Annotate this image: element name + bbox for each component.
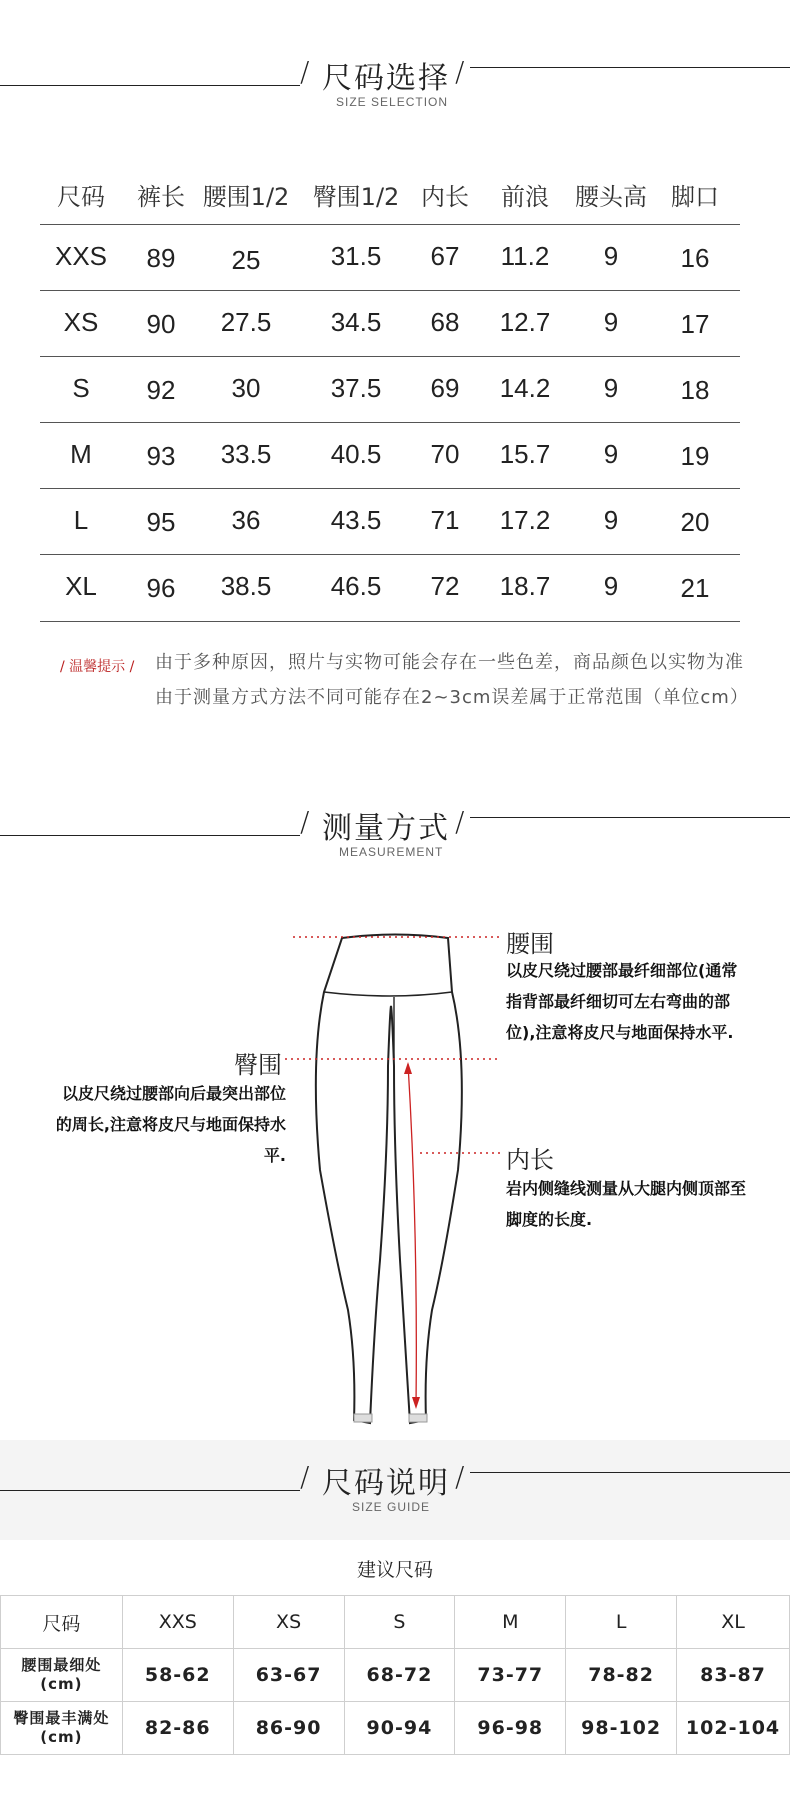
table-cell: L	[73, 505, 89, 535]
header-cell: 腰围1/2	[202, 183, 290, 211]
table-cell: 71	[430, 505, 460, 535]
waist-description: 以皮尺绕过腰部最纤细部位(通常指背部最纤细切可左右弯曲的部位),注意将皮尺与地面保持水平.	[506, 961, 738, 1042]
guide-header-row	[1, 1596, 790, 1649]
header-cell: XL	[677, 1596, 790, 1649]
table-cell: 90	[146, 309, 176, 339]
table-cell: 96-98	[455, 1702, 566, 1755]
table-cell: 9	[603, 241, 619, 271]
table-cell: 18	[680, 375, 710, 405]
table-cell: 72	[430, 571, 460, 601]
table-cell: XL	[65, 571, 97, 601]
table-cell: 67	[430, 241, 460, 271]
row-label: 腰围最细处(cm)	[1, 1649, 123, 1702]
table-cell: 95	[146, 507, 176, 537]
table-cell: 17	[680, 309, 710, 339]
table-cell: 33.5	[220, 439, 272, 469]
table-cell: 38.5	[220, 571, 272, 601]
table-cell: 9	[603, 571, 619, 601]
header-cell: S	[344, 1596, 455, 1649]
divider	[0, 835, 300, 836]
section-title: 尺码选择	[322, 61, 450, 96]
section-subtitle: SIZE SELECTION	[336, 95, 449, 109]
table-cell: 31.5	[330, 241, 382, 271]
divider	[470, 67, 790, 68]
table-cell: M	[70, 439, 92, 469]
slash-decoration: /	[300, 1460, 310, 1493]
slash-decoration: /	[300, 55, 310, 88]
divider	[0, 1490, 300, 1491]
table-cell: 18.7	[499, 571, 551, 601]
divider	[470, 817, 790, 818]
header-cell: XS	[233, 1596, 344, 1649]
table-cell: 40.5	[330, 439, 382, 469]
section-title: 测量方式	[322, 811, 450, 846]
table-cell: 9	[603, 373, 619, 403]
section-header-size-selection	[0, 55, 790, 125]
table-cell: 9	[603, 307, 619, 337]
table-cell: 34.5	[330, 307, 382, 337]
guide-caption: 建议尺码	[356, 1559, 433, 1581]
left-cuff	[354, 1414, 372, 1422]
table-cell: 17.2	[499, 505, 551, 535]
table-cell: 96	[146, 573, 176, 603]
table-cell: 19	[680, 441, 710, 471]
table-cell: 9	[603, 439, 619, 469]
section-header-measurement	[0, 805, 790, 875]
table-row	[40, 224, 740, 291]
table-cell: 14.2	[499, 373, 551, 403]
section-title: 尺码说明	[322, 1466, 450, 1501]
guide-row-hip	[1, 1702, 790, 1755]
size-table-header	[40, 165, 740, 225]
divider	[0, 85, 300, 86]
table-row	[40, 290, 740, 357]
table-cell: S	[72, 373, 90, 403]
table-cell: 102-104	[677, 1702, 790, 1755]
table-cell: 69	[430, 373, 460, 403]
table-cell: XXS	[54, 241, 108, 271]
table-cell: 11.2	[500, 241, 550, 271]
table-cell: 86-90	[233, 1702, 344, 1755]
tip-text: 由于多种原因，照片与实物可能会存在一些色差，商品颜色以实物为准由于测量方式方法不同可能存在2~3cm误差属于正常范围（单位cm）	[155, 652, 749, 708]
table-cell: 92	[146, 375, 176, 405]
table-cell: 58-62	[122, 1649, 233, 1702]
header-cell: 脚口	[671, 183, 719, 211]
inseam-title: 内长	[506, 1146, 554, 1174]
table-cell: 68	[430, 307, 460, 337]
table-cell: 63-67	[233, 1649, 344, 1702]
hip-title: 臀围	[234, 1051, 282, 1079]
table-cell: 46.5	[330, 571, 382, 601]
table-cell: 20	[680, 507, 710, 537]
section-subtitle: SIZE GUIDE	[352, 1500, 431, 1514]
guide-row-waist	[1, 1649, 790, 1702]
header-cell: 内长	[421, 183, 469, 211]
table-cell: 37.5	[330, 373, 382, 403]
table-cell: 30	[231, 373, 261, 403]
table-cell: 12.7	[499, 307, 551, 337]
section-subtitle: MEASUREMENT	[339, 845, 444, 859]
table-cell: 21	[680, 573, 710, 603]
slash-decoration: /	[455, 805, 465, 838]
right-cuff	[409, 1414, 427, 1422]
header-cell: M	[455, 1596, 566, 1649]
header-cell: 腰头高	[575, 183, 647, 211]
table-cell: 78-82	[566, 1649, 677, 1702]
header-cell: 裤长	[137, 183, 185, 211]
row-label: 臀围最丰满处(cm)	[1, 1702, 123, 1755]
table-cell: 93	[146, 441, 176, 471]
table-cell: 73-77	[455, 1649, 566, 1702]
table-cell: 82-86	[122, 1702, 233, 1755]
inseam-description: 岩内侧缝线测量从大腿内侧顶部至脚度的长度.	[506, 1179, 747, 1229]
table-cell: 98-102	[566, 1702, 677, 1755]
waist-title: 腰围	[506, 930, 554, 958]
header-cell: XXS	[122, 1596, 233, 1649]
section-header-size-guide	[0, 1460, 790, 1530]
table-row	[40, 422, 740, 489]
size-guide-table	[0, 1595, 790, 1755]
table-row	[40, 554, 740, 622]
table-cell: 83-87	[677, 1649, 790, 1702]
table-cell: XS	[63, 307, 99, 337]
table-cell: 68-72	[344, 1649, 455, 1702]
table-cell: 16	[680, 243, 710, 273]
header-cell: 尺码	[1, 1596, 123, 1649]
table-cell: 70	[430, 439, 460, 469]
hip-description: 以皮尺绕过腰部向后最突出部位的周长,注意将皮尺与地面保持水平.	[55, 1084, 286, 1165]
leggings-outline	[316, 935, 462, 1424]
slash-decoration: /	[455, 1460, 465, 1493]
table-cell: 43.5	[330, 505, 382, 535]
table-cell: 15.7	[499, 439, 551, 469]
table-cell: 89	[146, 243, 176, 273]
header-cell: 尺码	[57, 183, 105, 211]
divider	[470, 1472, 790, 1473]
slash-decoration: /	[455, 55, 465, 88]
header-cell: 前浪	[501, 183, 549, 211]
table-row	[40, 488, 740, 555]
header-cell: 臀围1/2	[312, 183, 400, 211]
table-cell: 90-94	[344, 1702, 455, 1755]
table-cell: 9	[603, 505, 619, 535]
table-cell: 27.5	[220, 307, 272, 337]
tip-label: / 温馨提示 /	[60, 659, 135, 675]
header-cell: L	[566, 1596, 677, 1649]
table-row	[40, 356, 740, 423]
table-cell: 36	[231, 505, 261, 535]
slash-decoration: /	[300, 805, 310, 838]
table-cell: 25	[231, 245, 261, 275]
